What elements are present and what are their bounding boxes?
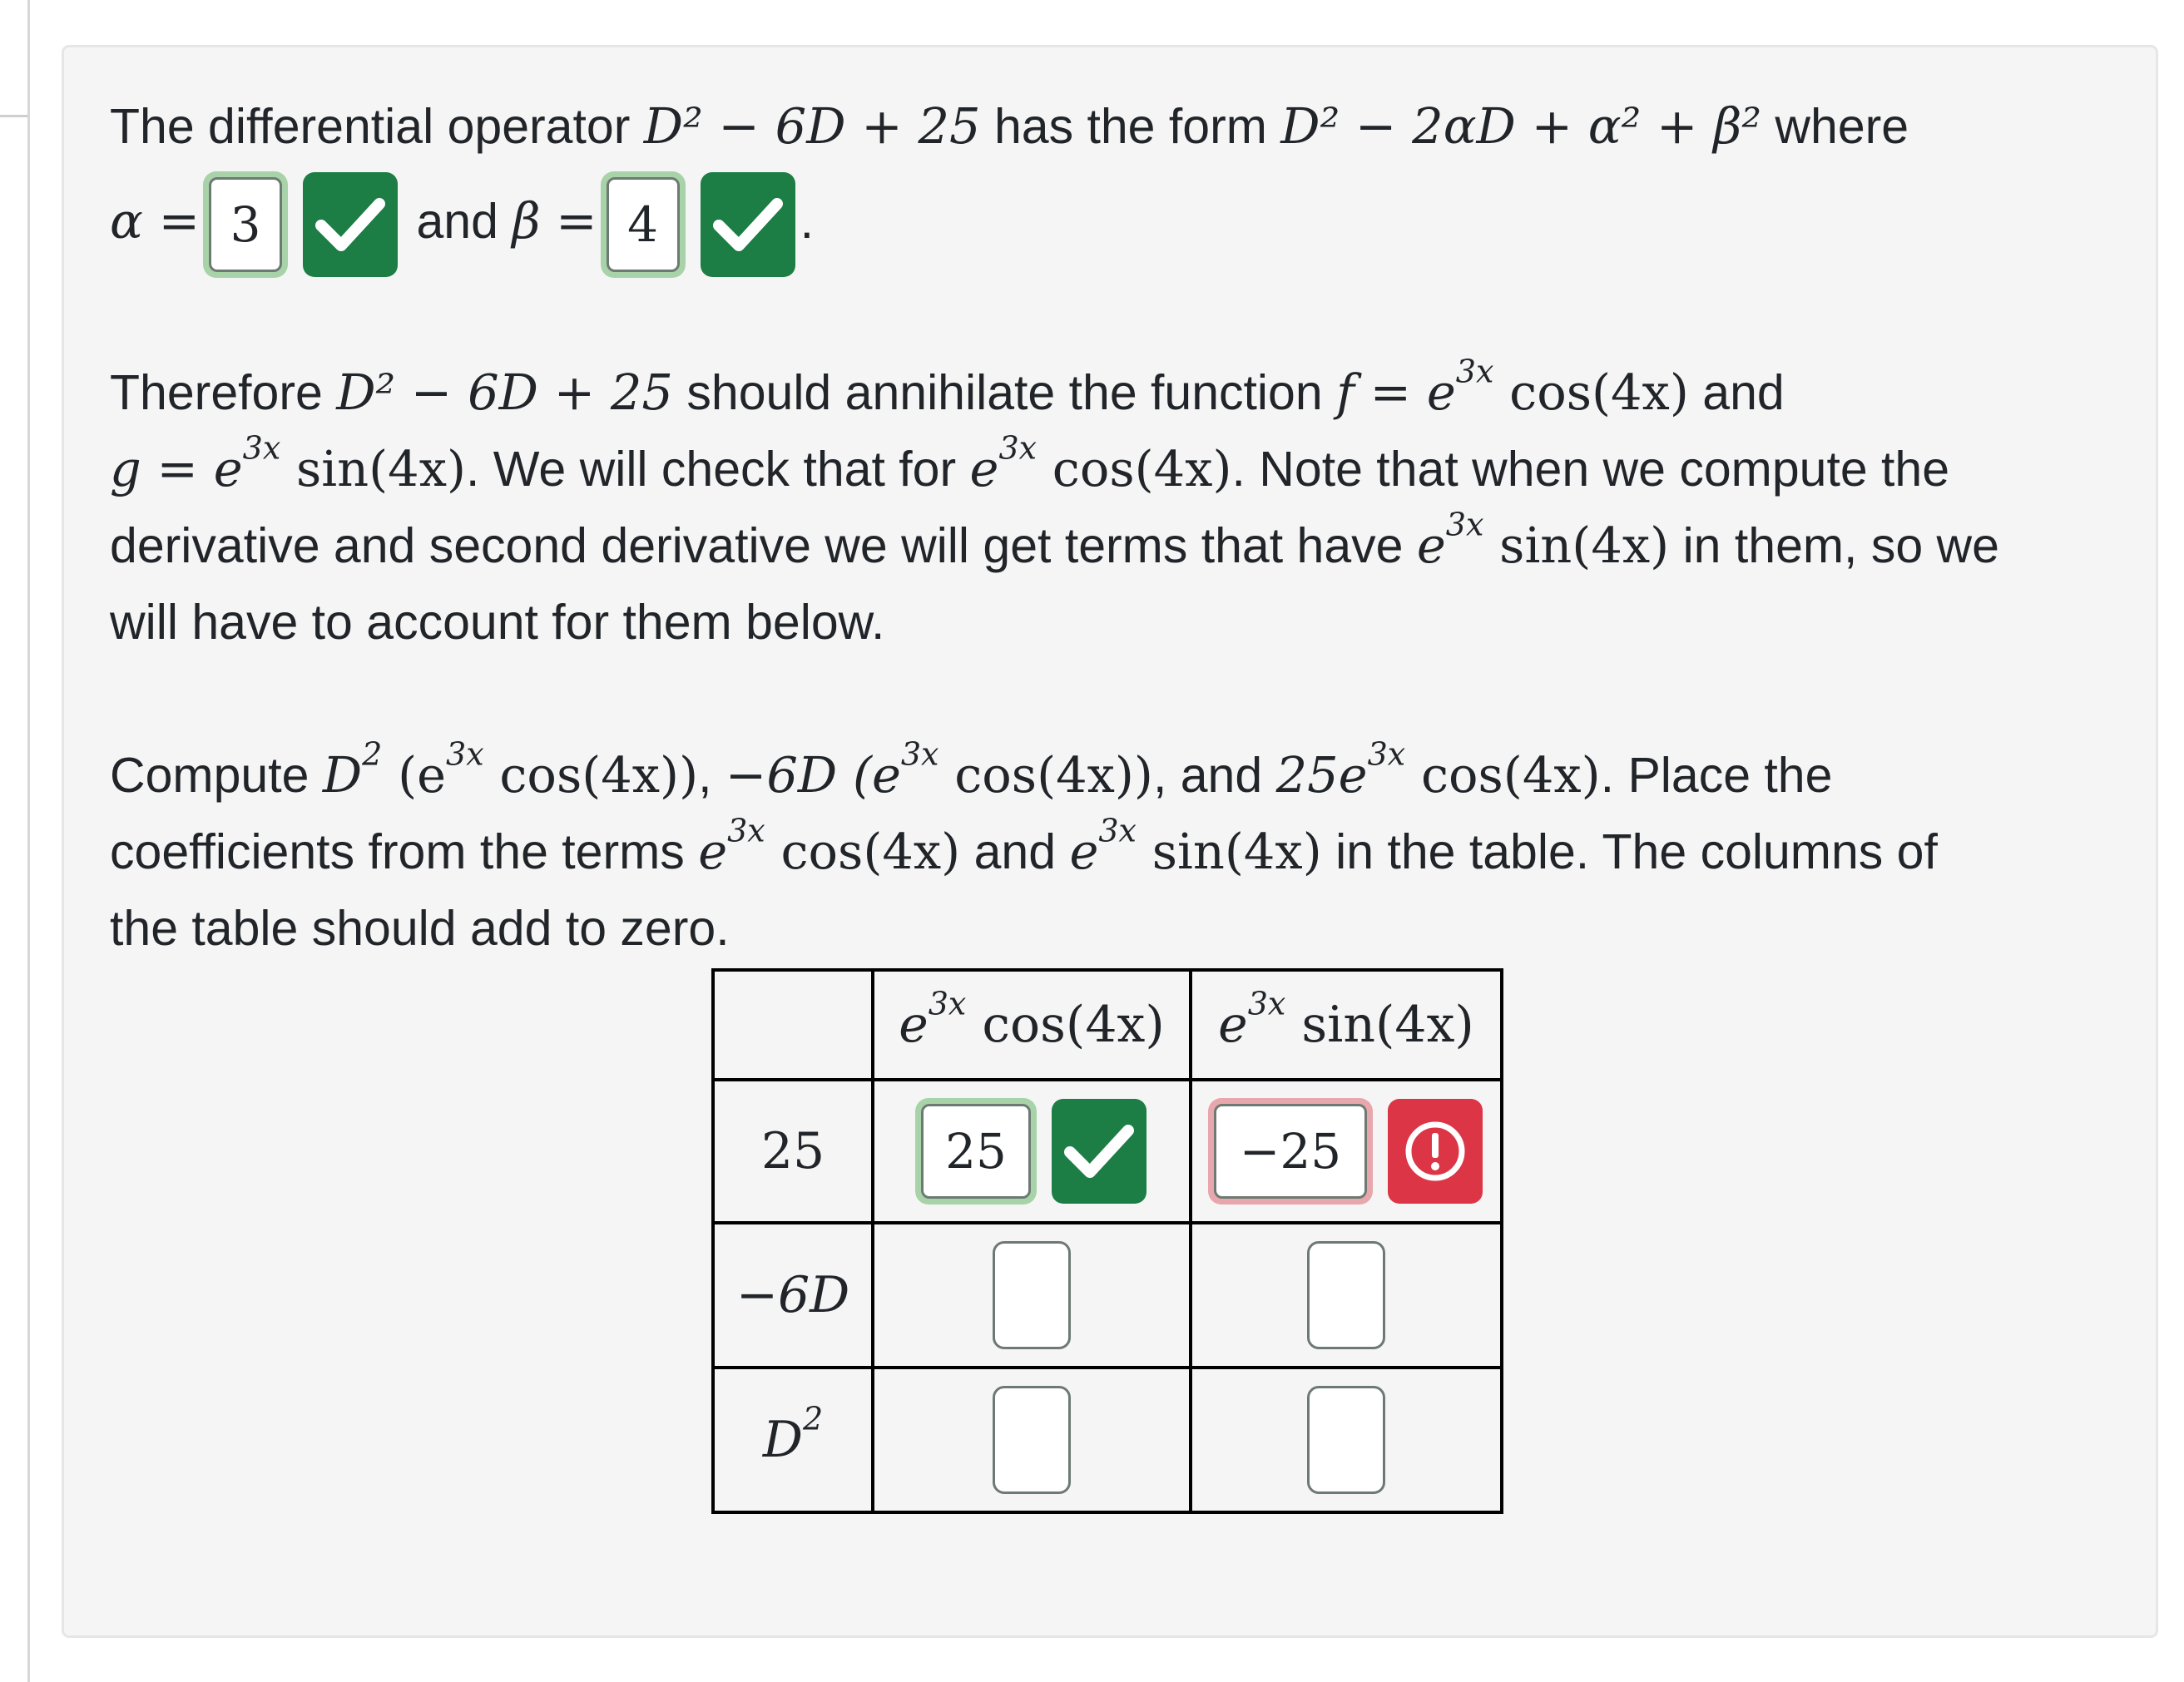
alpha-correct-mark [303, 172, 398, 277]
text: . Place the [1600, 748, 1833, 803]
annihilate-paragraph-line2 [110, 431, 1949, 507]
f-math: $f = e^{3x}$ cos(4x) [1336, 353, 1689, 421]
text: in them, so we [1682, 518, 1999, 573]
text: coefficients from the terms [110, 824, 685, 879]
text: the table should add to zero. [110, 901, 730, 956]
minus6d-sin-input[interactable] [1307, 1241, 1385, 1349]
text: derivative and second derivative we will get terms that have [110, 518, 1404, 573]
cos-25-answer-wrapper [915, 1098, 1037, 1205]
check-icon [712, 195, 784, 254]
text: , and [1152, 748, 1263, 803]
header-cos: $e^{3x}$ cos(4x) [873, 970, 1191, 1080]
text: in the table. The columns of [1335, 824, 1938, 879]
table-row [713, 1368, 1502, 1512]
compute-paragraph-line2 [110, 814, 1938, 890]
sin-25-answer-wrapper [1208, 1098, 1373, 1205]
page-left-rule [27, 0, 30, 1682]
cos-25-correct-mark [1052, 1099, 1146, 1204]
d2-math: $D^2$ ($e^{3x}$ cos(4x)) [322, 735, 699, 804]
text: and [1702, 365, 1785, 420]
row-label-minus6d: −6D [713, 1223, 873, 1368]
d2-sin-input[interactable] [1307, 1386, 1385, 1494]
compute-paragraph-line3 [110, 890, 730, 967]
minus6d-math: −6D ($e^{3x}$ cos(4x)) [725, 735, 1153, 804]
text: and [973, 824, 1057, 879]
cell-d2-sin [1191, 1368, 1502, 1512]
e3x-sin-math: $e^{3x}$ sin(4x) [1416, 506, 1670, 574]
alpha-beta-line [110, 163, 814, 280]
header-sin: $e^{3x}$ sin(4x) [1191, 970, 1502, 1080]
text: The differential operator [110, 99, 631, 154]
e3x-cos-math: $e^{3x}$ cos(4x) [969, 429, 1232, 497]
cell-minus6d-cos [873, 1223, 1191, 1368]
text: and [416, 194, 498, 249]
e3x-cos-math: $e^{3x}$ cos(4x) [698, 812, 961, 880]
d2-cos-input[interactable] [993, 1386, 1071, 1494]
cell-25-sin [1191, 1080, 1502, 1223]
table-row [713, 1223, 1502, 1368]
text: Therefore [110, 365, 323, 420]
operator-form-paragraph [110, 88, 1909, 165]
text: , [698, 748, 712, 803]
cell-d2-cos [873, 1368, 1191, 1512]
row-label-25: 25 [713, 1080, 873, 1223]
alpha-label: α = [110, 192, 201, 250]
cell-minus6d-sin [1191, 1223, 1502, 1368]
annihilate-paragraph-line3 [110, 507, 1999, 584]
25e3x-math: $25e^{3x}$ cos(4x) [1275, 735, 1601, 804]
coefficient-table [711, 968, 1503, 1514]
g-math: $g = e^{3x}$ sin(4x) [110, 429, 466, 497]
sin-25-incorrect-mark [1388, 1099, 1483, 1204]
cell-25-cos [873, 1080, 1191, 1223]
minus6d-cos-input[interactable] [993, 1241, 1071, 1349]
e3x-sin-math: $e^{3x}$ sin(4x) [1069, 812, 1322, 880]
text: where [1775, 99, 1909, 154]
annihilate-paragraph-line1 [110, 354, 1785, 431]
alpha-answer-wrapper [203, 171, 288, 278]
check-icon [314, 195, 386, 254]
text: . We will check that for [466, 442, 957, 497]
beta-input[interactable]: 4 [607, 177, 680, 272]
alpha-input[interactable]: 3 [209, 177, 282, 272]
text: should annihilate the function [686, 365, 1323, 420]
exclamation-circle-icon [1404, 1120, 1467, 1183]
beta-correct-mark [701, 172, 795, 277]
form-math: D² − 2αD + α² + β² [1280, 97, 1762, 155]
corner-cell [713, 970, 873, 1080]
compute-paragraph-line1 [110, 737, 1832, 814]
sin-25-input[interactable]: −25 [1214, 1104, 1367, 1199]
text: Compute [110, 748, 310, 803]
operator-math: D² − 6D + 25 [336, 364, 673, 421]
annihilate-paragraph-line4 [110, 584, 884, 660]
beta-answer-wrapper [601, 171, 686, 278]
operator-math: D² − 6D + 25 [643, 97, 981, 155]
text: has the form [993, 99, 1267, 154]
text: . Note that when we compute the [1231, 442, 1950, 497]
page-left-tick [0, 115, 27, 117]
table-header-row [713, 970, 1502, 1080]
cos-25-input[interactable]: 25 [921, 1104, 1031, 1199]
text: will have to account for them below. [110, 595, 885, 650]
text: . [800, 194, 815, 249]
row-label-d2: $D^2$ [713, 1368, 873, 1512]
table-row [713, 1080, 1502, 1223]
check-icon [1063, 1122, 1135, 1180]
beta-label: β = [512, 192, 597, 250]
